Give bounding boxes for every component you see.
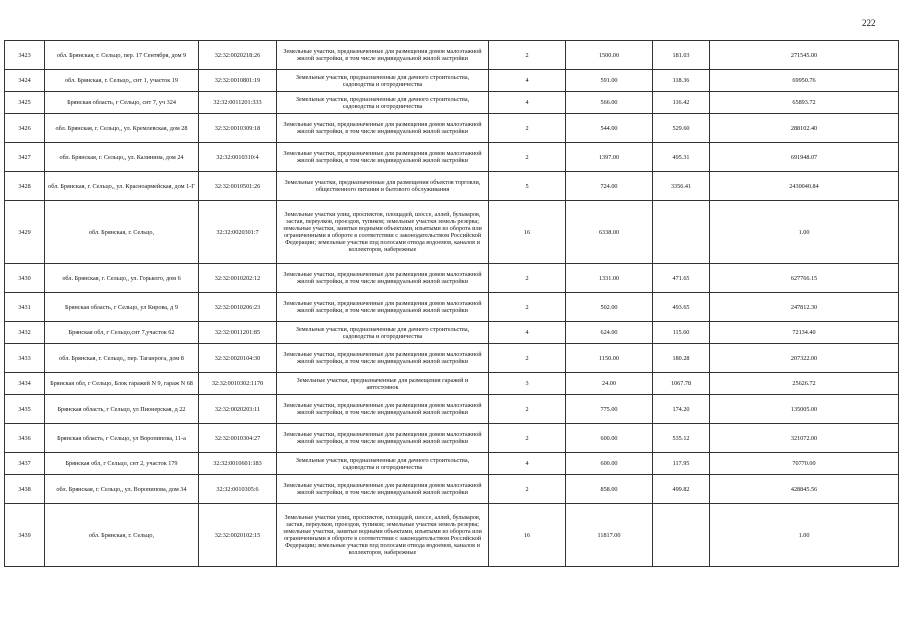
cadastral-number-cell: 32:32:0020301:7 bbox=[199, 201, 277, 264]
row-number: 3437 bbox=[5, 453, 45, 475]
table-row bbox=[5, 172, 899, 201]
cadastral-value-cell: 627766.15 bbox=[710, 264, 899, 293]
specific-value-cell: 495.31 bbox=[653, 143, 710, 172]
address-cell: обл. Брянская, г. Сельцо,, ул. Калинина, дом 24 bbox=[45, 143, 199, 172]
permitted-use-cell: Земельные участки, предназначенные для размещения домов малоэтажной жилой застройки, в том числе индивидуальной жилой застройки bbox=[277, 114, 489, 143]
category-cell: 4 bbox=[489, 322, 566, 344]
category-cell: 2 bbox=[489, 293, 566, 322]
cadastral-number-cell: 32:32:0020203:11 bbox=[199, 395, 277, 424]
specific-value-cell: 499.82 bbox=[653, 475, 710, 504]
table-row bbox=[5, 70, 899, 92]
address-cell: обл. Брянская, г. Сельцо,, ул. Воропипова, дом 34 bbox=[45, 475, 199, 504]
cadastral-value-cell: 1.00 bbox=[710, 201, 899, 264]
specific-value-cell: 180.28 bbox=[653, 344, 710, 373]
table-row bbox=[5, 424, 899, 453]
address-cell: обл. Брянская, г. Сельцо, пер. 17 Сентября, дом 9 bbox=[45, 41, 199, 70]
cadastral-number-cell: 32:32:0010206:23 bbox=[199, 293, 277, 322]
row-number: 3425 bbox=[5, 92, 45, 114]
category-cell: 2 bbox=[489, 143, 566, 172]
category-cell: 2 bbox=[489, 395, 566, 424]
table-row bbox=[5, 293, 899, 322]
category-cell: 16 bbox=[489, 201, 566, 264]
specific-value-cell: 117.95 bbox=[653, 453, 710, 475]
address-cell: Брянская обл, г Сельцо,снт 7,участок 62 bbox=[45, 322, 199, 344]
permitted-use-cell: Земельные участки улиц, проспектов, площадей, шоссе, аллей, бульваров, застав, переулков, проездов, тупиков; земельные участки земель резерва; земельные участки, занятые водными объектами, изъятыми из оборота или ограниченными в обороте в соответствии с законодательством Российской Федерации; земельные участки под полосами отвода водоемов, каналов и коллекторов, набережные bbox=[277, 504, 489, 567]
category-cell: 2 bbox=[489, 424, 566, 453]
area-cell: 591.00 bbox=[566, 70, 653, 92]
cadastral-value-cell: 247812.30 bbox=[710, 293, 899, 322]
table-row bbox=[5, 504, 899, 567]
category-cell: 5 bbox=[489, 172, 566, 201]
cadastral-number-cell: 32:32:0010801:19 bbox=[199, 70, 277, 92]
permitted-use-cell: Земельные участки, предназначенные для размещения домов малоэтажной жилой застройки, в том числе индивидуальной жилой застройки bbox=[277, 264, 489, 293]
category-cell: 2 bbox=[489, 114, 566, 143]
area-cell: 11817.00 bbox=[566, 504, 653, 567]
address-cell: Брянская область, г Сельцо, снт 7, уч 324 bbox=[45, 92, 199, 114]
permitted-use-cell: Земельные участки, предназначенные для размещения домов малоэтажной жилой застройки, в том числе индивидуальной жилой застройки bbox=[277, 395, 489, 424]
row-number: 3429 bbox=[5, 201, 45, 264]
row-number: 3427 bbox=[5, 143, 45, 172]
area-cell: 544.00 bbox=[566, 114, 653, 143]
cadastral-number-cell: 32:32:0011201:85 bbox=[199, 322, 277, 344]
address-cell: обл. Брянская, г. Сельцо,, пер. Таганрога, дом 8 bbox=[45, 344, 199, 373]
cadastral-number-cell: 32:32:0010501:26 bbox=[199, 172, 277, 201]
row-number: 3439 bbox=[5, 504, 45, 567]
category-cell: 4 bbox=[489, 453, 566, 475]
specific-value-cell: 529.60 bbox=[653, 114, 710, 143]
permitted-use-cell: Земельные участки, предназначенные для дачного строительства, садоводства и огородничества bbox=[277, 70, 489, 92]
row-number: 3433 bbox=[5, 344, 45, 373]
specific-value-cell: 471.65 bbox=[653, 264, 710, 293]
cadastral-value-cell: 288102.40 bbox=[710, 114, 899, 143]
table-row bbox=[5, 264, 899, 293]
table-row bbox=[5, 475, 899, 504]
address-cell: Брянская обл, г Сельцо, Блок гаражей N 9, гараж N 68 bbox=[45, 373, 199, 395]
table-row bbox=[5, 92, 899, 114]
area-cell: 6338.00 bbox=[566, 201, 653, 264]
address-cell: обл. Брянская, г. Сельцо, bbox=[45, 504, 199, 567]
cadastral-value-cell: 135005.00 bbox=[710, 395, 899, 424]
row-number: 3435 bbox=[5, 395, 45, 424]
category-cell: 2 bbox=[489, 41, 566, 70]
specific-value-cell bbox=[653, 201, 710, 264]
cadastral-value-cell: 691948.07 bbox=[710, 143, 899, 172]
area-cell: 600.00 bbox=[566, 453, 653, 475]
cadastral-value-cell: 1.00 bbox=[710, 504, 899, 567]
permitted-use-cell: Земельные участки, предназначенные для размещения домов малоэтажной жилой застройки, в том числе индивидуальной жилой застройки bbox=[277, 344, 489, 373]
area-cell: 624.00 bbox=[566, 322, 653, 344]
cadastral-number-cell: 32:32:0011201:333 bbox=[199, 92, 277, 114]
row-number: 3424 bbox=[5, 70, 45, 92]
cadastral-number-cell: 32:32:0010601:183 bbox=[199, 453, 277, 475]
category-cell: 3 bbox=[489, 373, 566, 395]
table-row bbox=[5, 344, 899, 373]
cadastral-value-cell: 70770.00 bbox=[710, 453, 899, 475]
cadastral-number-cell: 32:32:0010304:27 bbox=[199, 424, 277, 453]
permitted-use-cell: Земельные участки, предназначенные для дачного строительства, садоводства и огородничества bbox=[277, 453, 489, 475]
cadastral-value-cell: 321072.00 bbox=[710, 424, 899, 453]
cadastral-value-cell: 2430040.84 bbox=[710, 172, 899, 201]
table-row bbox=[5, 114, 899, 143]
area-cell: 1150.00 bbox=[566, 344, 653, 373]
table-row bbox=[5, 143, 899, 172]
category-cell: 2 bbox=[489, 344, 566, 373]
area-cell: 1500.00 bbox=[566, 41, 653, 70]
area-cell: 724.00 bbox=[566, 172, 653, 201]
address-cell: Брянская область, г Сельцо, ул Пионерская, д 22 bbox=[45, 395, 199, 424]
address-cell: обл. Брянская, г. Сельцо,, ул. Красноармейская, дом 1-Г bbox=[45, 172, 199, 201]
address-cell: Брянская область, г Сельцо, ул Кирова, д 9 bbox=[45, 293, 199, 322]
permitted-use-cell: Земельные участки, предназначенные для дачного строительства, садоводства и огородничества bbox=[277, 92, 489, 114]
permitted-use-cell: Земельные участки, предназначенные для размещения домов малоэтажной жилой застройки, в том числе индивидуальной жилой застройки bbox=[277, 475, 489, 504]
row-number: 3430 bbox=[5, 264, 45, 293]
address-cell: обл. Брянская, г. Сельцо,, ул. Горького, дом 6 bbox=[45, 264, 199, 293]
cadastral-value-cell: 72134.40 bbox=[710, 322, 899, 344]
specific-value-cell: 115.60 bbox=[653, 322, 710, 344]
permitted-use-cell: Земельные участки, предназначенные для размещения домов малоэтажной жилой застройки, в том числе индивидуальной жилой застройки bbox=[277, 293, 489, 322]
category-cell: 2 bbox=[489, 264, 566, 293]
specific-value-cell: 1067.78 bbox=[653, 373, 710, 395]
row-number: 3431 bbox=[5, 293, 45, 322]
category-cell: 4 bbox=[489, 70, 566, 92]
category-cell: 4 bbox=[489, 92, 566, 114]
cadastral-number-cell: 32:32:0010202:12 bbox=[199, 264, 277, 293]
table-row bbox=[5, 373, 899, 395]
area-cell: 24.00 bbox=[566, 373, 653, 395]
address-cell: обл. Брянская, г. Сельцо, bbox=[45, 201, 199, 264]
row-number: 3432 bbox=[5, 322, 45, 344]
row-number: 3434 bbox=[5, 373, 45, 395]
row-number: 3426 bbox=[5, 114, 45, 143]
table-row bbox=[5, 201, 899, 264]
area-cell: 566.00 bbox=[566, 92, 653, 114]
category-cell: 16 bbox=[489, 504, 566, 567]
cadastral-value-cell: 207322.00 bbox=[710, 344, 899, 373]
cadastral-value-cell: 65893.72 bbox=[710, 92, 899, 114]
row-number: 3438 bbox=[5, 475, 45, 504]
table-row bbox=[5, 453, 899, 475]
permitted-use-cell: Земельные участки, предназначенные для размещения гаражей и автостоянок bbox=[277, 373, 489, 395]
table-row bbox=[5, 322, 899, 344]
table-row bbox=[5, 395, 899, 424]
area-cell: 1331.00 bbox=[566, 264, 653, 293]
permitted-use-cell: Земельные участки, предназначенные для размещения домов малоэтажной жилой застройки, в том числе индивидуальной жилой застройки bbox=[277, 41, 489, 70]
permitted-use-cell: Земельные участки, предназначенные для размещения объектов торговли, общественного питания и бытового обслуживания bbox=[277, 172, 489, 201]
area-cell: 502.00 bbox=[566, 293, 653, 322]
specific-value-cell: 3356.41 bbox=[653, 172, 710, 201]
area-cell: 1397.00 bbox=[566, 143, 653, 172]
area-cell: 775.00 bbox=[566, 395, 653, 424]
specific-value-cell: 493.65 bbox=[653, 293, 710, 322]
cadastral-number-cell: 32:32:0010310:4 bbox=[199, 143, 277, 172]
category-cell: 2 bbox=[489, 475, 566, 504]
cadastral-number-cell: 32:32:0010302:1170 bbox=[199, 373, 277, 395]
cadastral-value-cell: 271545.00 bbox=[710, 41, 899, 70]
cadastral-value-cell: 428845.56 bbox=[710, 475, 899, 504]
permitted-use-cell: Земельные участки, предназначенные для размещения домов малоэтажной жилой застройки, в том числе индивидуальной жилой застройки bbox=[277, 424, 489, 453]
specific-value-cell bbox=[653, 504, 710, 567]
area-cell: 600.00 bbox=[566, 424, 653, 453]
page-number: 222 bbox=[862, 18, 876, 28]
land-plot-registry-table bbox=[4, 40, 899, 567]
cadastral-value-cell: 69950.76 bbox=[710, 70, 899, 92]
permitted-use-cell: Земельные участки, предназначенные для дачного строительства, садоводства и огородничества bbox=[277, 322, 489, 344]
specific-value-cell: 174.20 bbox=[653, 395, 710, 424]
specific-value-cell: 181.03 bbox=[653, 41, 710, 70]
area-cell: 858.00 bbox=[566, 475, 653, 504]
row-number: 3436 bbox=[5, 424, 45, 453]
address-cell: Брянская обл, г Сельцо, снт 2, участок 179 bbox=[45, 453, 199, 475]
cadastral-number-cell: 32:32:0020218:26 bbox=[199, 41, 277, 70]
specific-value-cell: 116.42 bbox=[653, 92, 710, 114]
row-number: 3423 bbox=[5, 41, 45, 70]
cadastral-number-cell: 32:32:0020102:15 bbox=[199, 504, 277, 567]
address-cell: обл. Брянская, г. Сельцо,, ул. Кремлевская, дом 28 bbox=[45, 114, 199, 143]
cadastral-number-cell: 32:32:0010309:18 bbox=[199, 114, 277, 143]
address-cell: обл. Брянская, г. Сельцо,, снт 1, участок 19 bbox=[45, 70, 199, 92]
cadastral-value-cell: 25626.72 bbox=[710, 373, 899, 395]
row-number: 3428 bbox=[5, 172, 45, 201]
address-cell: Брянская область, г Сельцо, ул Воропипова, 11-а bbox=[45, 424, 199, 453]
cadastral-number-cell: 32:32:0010305:6 bbox=[199, 475, 277, 504]
permitted-use-cell: Земельные участки, предназначенные для размещения домов малоэтажной жилой застройки, в том числе индивидуальной жилой застройки bbox=[277, 143, 489, 172]
specific-value-cell: 118.36 bbox=[653, 70, 710, 92]
specific-value-cell: 535.12 bbox=[653, 424, 710, 453]
table-row bbox=[5, 41, 899, 70]
registry-body bbox=[5, 41, 899, 567]
cadastral-number-cell: 32:32:0020104:30 bbox=[199, 344, 277, 373]
permitted-use-cell: Земельные участки улиц, проспектов, площадей, шоссе, аллей, бульваров, застав, переулков, проездов, тупиков; земельные участки земель резерва; земельные участки, занятые водными объектами, изъятыми из оборота или ограниченными в обороте в соответствии с законодательством Российской Федерации; земельные участки под полосами отвода водоемов, каналов и коллекторов, набережные bbox=[277, 201, 489, 264]
